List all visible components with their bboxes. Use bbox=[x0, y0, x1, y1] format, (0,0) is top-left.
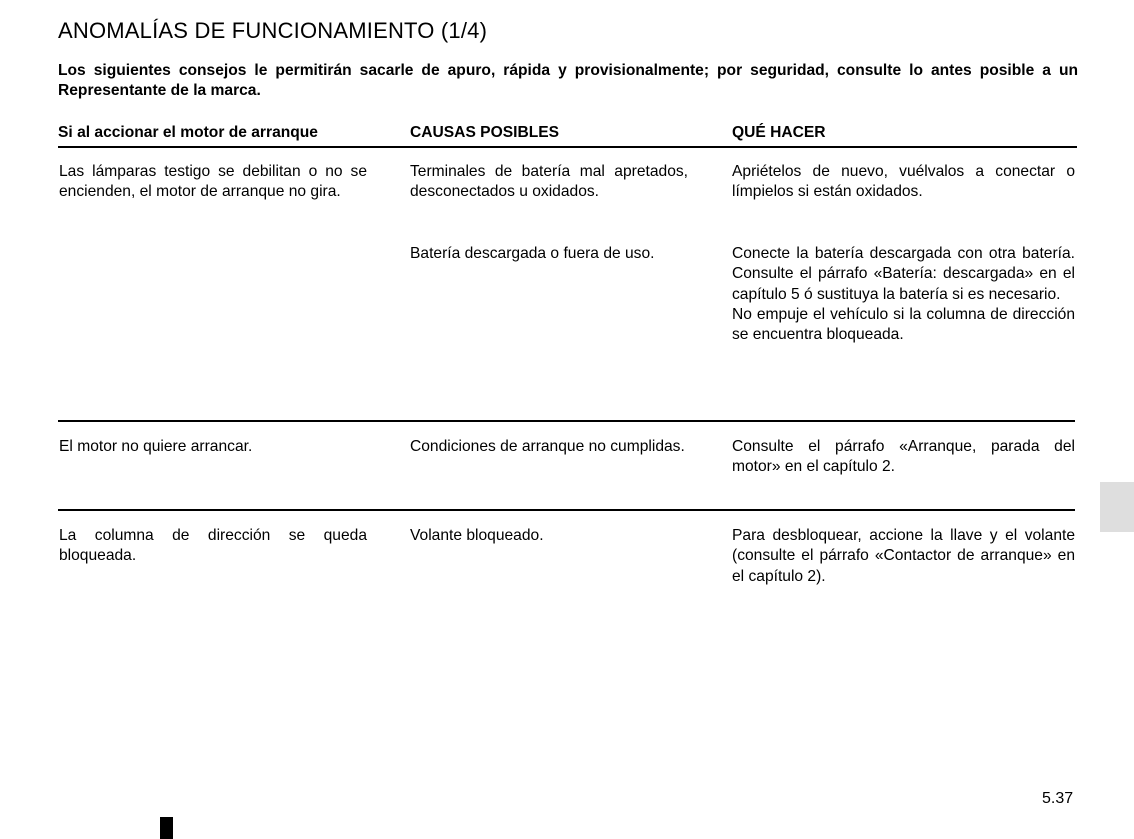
page-title: ANOMALÍAS DE FUNCIONAMIENTO (1/4) bbox=[58, 18, 488, 43]
action-paragraph: No empuje el vehículo si la columna de dirección se encuentra bloqueada. bbox=[732, 305, 1075, 344]
row-divider bbox=[58, 420, 1075, 422]
action-paragraph: Para desbloquear, accione la llave y el volante (consulte el párrafo «Contactor de arranque» en el capítulo 2). bbox=[732, 527, 1075, 585]
page-number: 5.37 bbox=[1042, 790, 1074, 807]
action-cell bbox=[732, 244, 1075, 345]
intro-paragraph: Los siguientes consejos le permitirán sacarle de apuro, rápida y provisionalmente; por seguridad, consulte lo antes posible a un Representante de la marca. bbox=[58, 62, 1078, 99]
action-cell bbox=[732, 526, 1075, 587]
action-cell bbox=[732, 162, 1075, 203]
column-header-causes: CAUSAS POSIBLES bbox=[410, 124, 560, 141]
action-cell bbox=[732, 437, 1075, 478]
row-divider bbox=[58, 509, 1075, 511]
cause-cell: Batería descargada o fuera de uso. bbox=[410, 245, 655, 262]
symptom-cell: La columna de dirección se queda bloqueada. bbox=[59, 527, 367, 565]
action-paragraph: Conecte la batería descargada con otra batería. Consulte el párrafo «Batería: descargada» en el capítulo 5 ó sustituya la batería si es necesario. bbox=[732, 245, 1075, 303]
cause-cell: Condiciones de arranque no cumplidas. bbox=[410, 438, 685, 455]
symptom-cell: El motor no quiere arrancar. bbox=[59, 438, 253, 455]
chapter-tab bbox=[1100, 482, 1134, 532]
action-paragraph: Consulte el párrafo «Arranque, parada del motor» en el capítulo 2. bbox=[732, 438, 1075, 476]
column-header-symptom: Si al accionar el motor de arranque bbox=[58, 124, 318, 141]
registration-mark bbox=[160, 817, 173, 839]
action-paragraph: Apriételos de nuevo, vuélvalos a conectar o límpielos si están oxidados. bbox=[732, 163, 1075, 201]
symptom-cell: Las lámparas testigo se debilitan o no se encienden, el motor de arranque no gira. bbox=[59, 163, 367, 201]
cause-cell: Volante bloqueado. bbox=[410, 527, 544, 544]
column-header-actions: QUÉ HACER bbox=[732, 124, 826, 141]
header-divider bbox=[58, 146, 1077, 148]
cause-cell: Terminales de batería mal apretados, desconectados u oxidados. bbox=[410, 163, 688, 201]
